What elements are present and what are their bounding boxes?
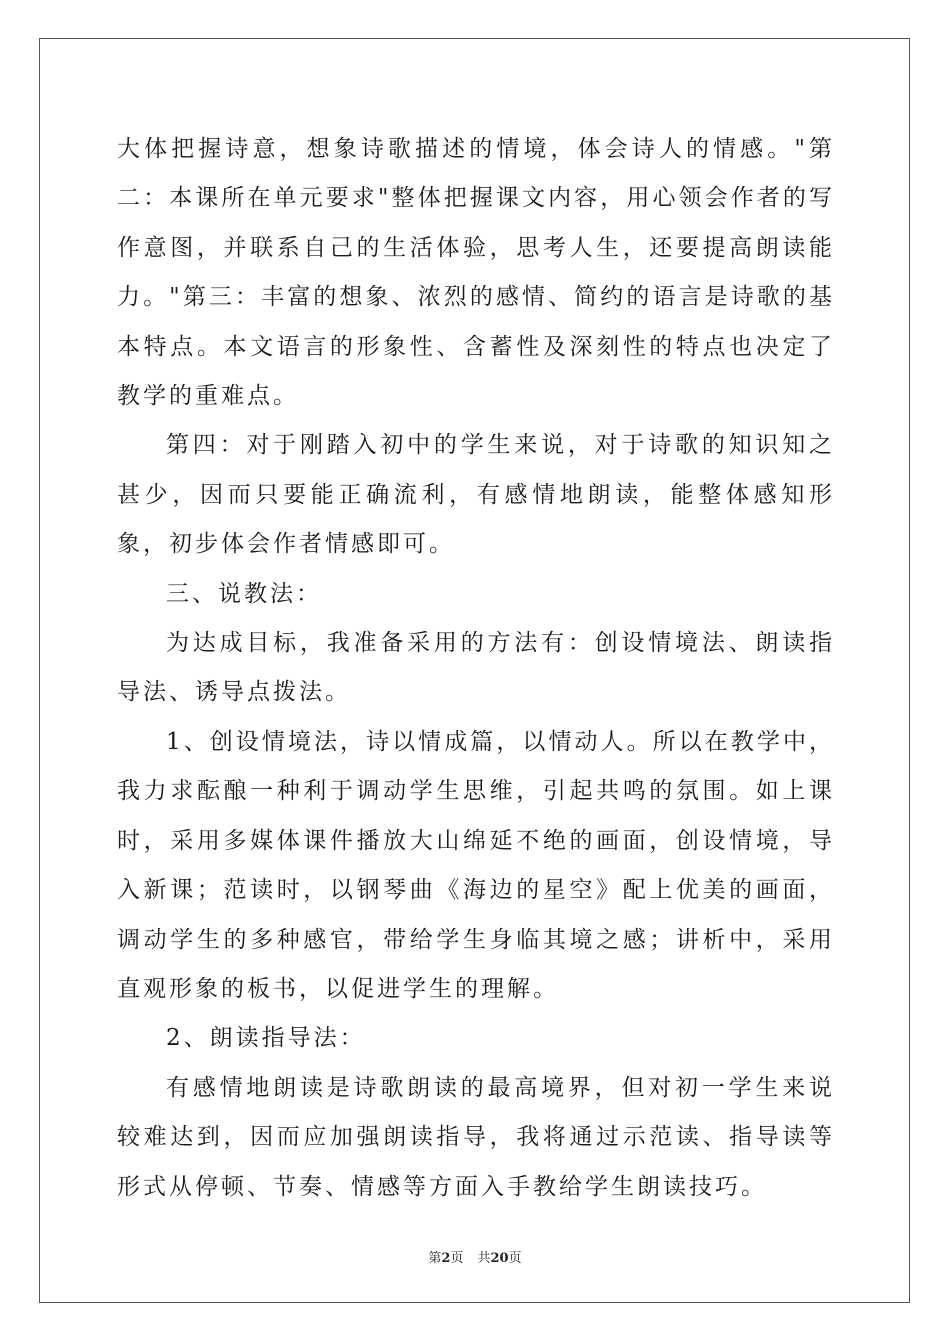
subheading-method-two: 2、朗读指导法： <box>166 1025 366 1052</box>
document-body <box>117 125 835 1212</box>
total-suffix: 页 <box>508 1251 522 1266</box>
section-heading-teaching-methods: 三、说教法： <box>166 580 322 607</box>
total-prefix: 共 <box>477 1251 491 1266</box>
paragraph-methods-overview: 为达成目标，我准备采用的方法有：创设情境法、朗读指导法、诱导点拨法。 <box>117 630 835 706</box>
paragraph-method-one: 1、创设情境法，诗以情成篇，以情动人。所以在教学中，我力求酝酿一种利于调动学生思维，引起共鸣的氛围。如上课时，采用多媒体课件播放大山绵延不绝的画面，创设情境，导入新课；范读时，以钢琴曲《海边的星空》配上优美的画面，调动学生的多种感官，带给学生身临其境之感；讲析中，采用直观形象的板书，以促进学生的理解。 <box>117 728 835 1002</box>
total-pages: 20 <box>490 1251 509 1266</box>
paragraph-point-four: 第四：对于刚踏入初中的学生来说，对于诗歌的知识知之甚少，因而只要能正确流利，有感情地朗读，能整体感知形象，初步体会作者情感即可。 <box>117 432 835 558</box>
paragraph-continuation: 大体把握诗意，想象诗歌描述的情境，体会诗人的情感。"第二：本课所在单元要求"整体把握课文内容，用心领会作者的写作意图，并联系自己的生活体验，思考人生，还要提高朗读能力。"第三：丰富的想象、浓烈的感情、简约的语言是诗歌的基本特点。本文语言的形象性、含蓄性及深刻性的特点也决定了教学的重难点。 <box>117 136 835 410</box>
page-prefix: 第 <box>428 1251 442 1266</box>
paragraph-method-two: 有感情地朗读是诗歌朗读的最高境界，但对初一学生来说较难达到，因而应加强朗读指导，我将通过示范读、指导读等形式从停顿、节奏、情感等方面入手教给学生朗读技巧。 <box>117 1074 835 1200</box>
page-number: 2 <box>441 1251 451 1266</box>
page-footer <box>0 1247 950 1266</box>
page-suffix: 页 <box>450 1251 464 1266</box>
